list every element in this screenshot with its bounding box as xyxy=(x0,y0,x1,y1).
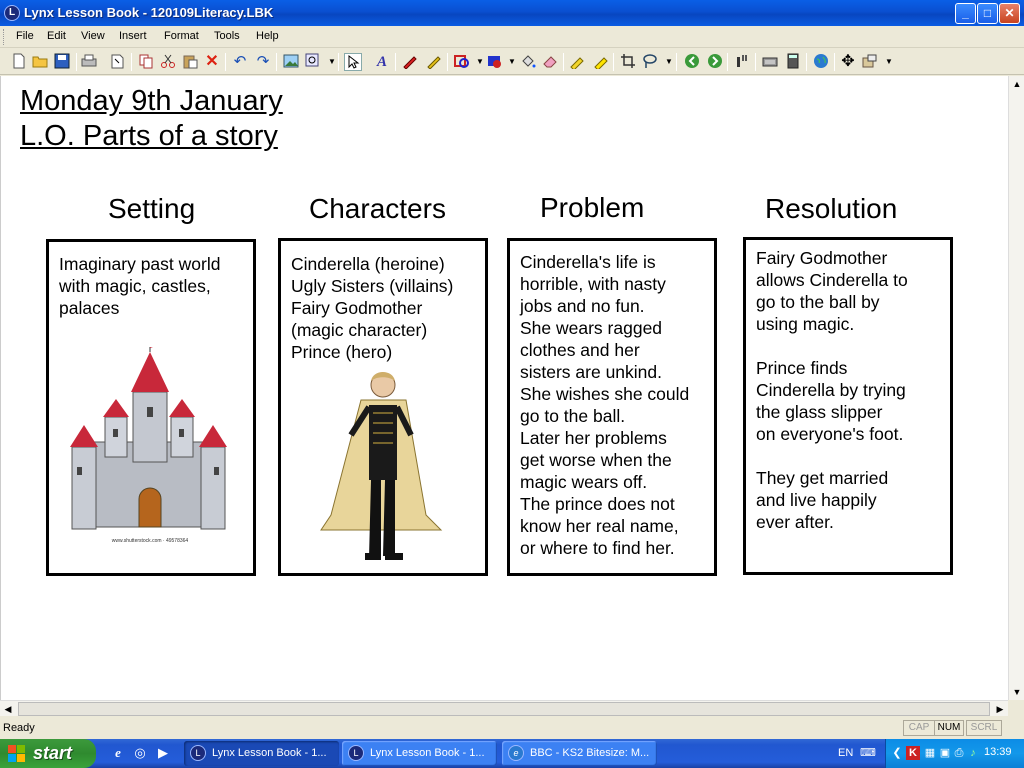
move-icon[interactable]: ✥ xyxy=(841,53,855,70)
objects-icon[interactable] xyxy=(861,53,879,71)
taskbar xyxy=(0,739,1024,768)
task-lynx-lesson-book-2[interactable] xyxy=(342,741,497,766)
ie-task-icon: e xyxy=(508,745,524,761)
problem-heading[interactable]: Problem xyxy=(540,192,645,223)
chevron-left-icon[interactable]: ❮ xyxy=(892,747,902,759)
zoom-icon[interactable] xyxy=(304,53,322,71)
lynx-task-icon: L xyxy=(190,745,206,761)
resolution-heading[interactable]: Resolution xyxy=(765,193,898,224)
copy-icon[interactable] xyxy=(137,53,155,71)
scroll-lock-indicator: SCRL xyxy=(966,720,1002,736)
scroll-down-arrow-icon[interactable]: ▼ xyxy=(1012,687,1022,697)
calculator-icon[interactable] xyxy=(784,53,802,71)
select-pointer-icon[interactable] xyxy=(344,53,362,71)
minimize-button[interactable]: _ xyxy=(955,3,976,24)
task-label: Lynx Lesson Book - 1... xyxy=(370,747,485,759)
toolbar-separator xyxy=(755,53,756,71)
undo-icon[interactable]: ↶ xyxy=(233,53,247,70)
volume-icon[interactable]: ♪ xyxy=(970,747,976,759)
fill-color-icon[interactable] xyxy=(485,53,503,71)
keyboard-tray-icon[interactable]: ⌨ xyxy=(860,747,876,759)
title-bar[interactable] xyxy=(0,0,1024,26)
castle-image[interactable] xyxy=(67,347,233,547)
toolbar-separator xyxy=(338,53,339,71)
printer-tray-icon[interactable]: ⎙ xyxy=(954,747,964,759)
windows-media-icon[interactable]: ▶ xyxy=(158,745,168,760)
window-title: Lynx Lesson Book - 120109Literacy.LBK xyxy=(24,5,274,20)
toolbar-separator xyxy=(395,53,396,71)
caps-lock-indicator: CAP xyxy=(903,720,935,736)
menu-edit[interactable]: Edit xyxy=(47,30,66,42)
characters-box[interactable] xyxy=(278,238,488,576)
characters-text[interactable]: Cinderella (heroine) Ugly Sisters (villains) Fairy Godmother (magic character) Prince (hero) xyxy=(291,254,454,362)
lasso-icon[interactable] xyxy=(640,53,658,71)
back-icon[interactable] xyxy=(683,53,701,71)
save-icon[interactable] xyxy=(53,53,71,71)
paint-bucket-icon[interactable] xyxy=(519,53,537,71)
network-icon[interactable]: ▦ xyxy=(924,747,936,759)
menu-bar xyxy=(0,26,1024,48)
menu-file[interactable]: File xyxy=(16,30,34,42)
scroll-left-arrow-icon[interactable]: ◀ xyxy=(4,704,12,714)
resolution-box[interactable] xyxy=(743,237,953,575)
status-bar xyxy=(0,717,1024,739)
toolbar-separator xyxy=(76,53,77,71)
vertical-scrollbar[interactable] xyxy=(1008,76,1024,700)
image-icon[interactable] xyxy=(282,53,300,71)
start-button[interactable] xyxy=(0,739,96,768)
antivirus-icon[interactable]: K xyxy=(906,746,920,760)
toolbar-separator xyxy=(834,53,835,71)
scroll-right-arrow-icon[interactable]: ▶ xyxy=(996,704,1004,714)
task-label: BBC - KS2 Bitesize: M... xyxy=(530,747,650,759)
num-lock-indicator: NUM xyxy=(934,720,964,736)
ie-icon[interactable]: e xyxy=(115,745,121,760)
chevron-down-icon[interactable]: ▼ xyxy=(476,57,484,66)
new-icon[interactable] xyxy=(10,53,28,71)
paste-icon[interactable] xyxy=(181,53,199,71)
windows-logo-icon xyxy=(8,745,25,762)
toolbar-separator xyxy=(276,53,277,71)
characters-heading[interactable]: Characters xyxy=(309,193,446,224)
keyboard-icon[interactable] xyxy=(761,53,779,71)
toolbar-separator xyxy=(806,53,807,71)
menu-format[interactable]: Format xyxy=(164,30,199,42)
media-player-icon[interactable]: ◎ xyxy=(134,745,146,760)
status-text: Ready xyxy=(3,722,35,734)
setting-text[interactable]: Imaginary past world with magic, castles, palaces xyxy=(59,254,221,318)
scrollbar-corner xyxy=(1008,700,1024,716)
close-button[interactable]: ✕ xyxy=(999,3,1020,24)
globe-icon[interactable] xyxy=(812,53,830,71)
horizontal-scrollbar[interactable] xyxy=(0,700,1008,716)
toolbar xyxy=(0,49,1024,75)
menu-insert[interactable]: Insert xyxy=(119,30,147,42)
menu-grip[interactable] xyxy=(3,29,6,45)
resolution-text[interactable]: Fairy Godmother allows Cinderella to go to the ball by using magic. Prince finds Cinderella by trying the glass slipper on everyone's foot. They get married and live happily ever after. xyxy=(756,248,908,532)
setting-heading[interactable]: Setting xyxy=(108,193,196,224)
redo-icon[interactable]: ↷ xyxy=(256,53,270,70)
scroll-up-arrow-icon[interactable]: ▲ xyxy=(1012,79,1022,89)
toolbar-separator xyxy=(676,53,677,71)
chevron-down-icon[interactable]: ▼ xyxy=(508,57,516,66)
pointer-icon[interactable] xyxy=(733,53,751,71)
cut-icon[interactable] xyxy=(159,53,177,71)
text-tool-icon[interactable]: A xyxy=(376,54,387,70)
print-icon[interactable] xyxy=(80,53,98,71)
new-page-icon[interactable] xyxy=(108,53,126,71)
open-icon[interactable] xyxy=(31,53,49,71)
setting-box[interactable] xyxy=(46,239,256,576)
shape-icon[interactable] xyxy=(453,53,471,71)
learning-objective-heading[interactable]: L.O. Parts of a story xyxy=(20,120,278,152)
highlighter-alt-icon[interactable] xyxy=(592,53,610,71)
prince-image[interactable] xyxy=(311,365,456,565)
language-indicator[interactable]: EN xyxy=(838,747,854,759)
date-heading[interactable]: Monday 9th January xyxy=(20,85,283,117)
menu-tools[interactable]: Tools xyxy=(214,30,240,42)
delete-icon[interactable]: ✕ xyxy=(205,53,219,70)
toolbar-separator xyxy=(727,53,728,71)
menu-help[interactable]: Help xyxy=(256,30,279,42)
problem-text[interactable]: Cinderella's life is horrible, with nasty jobs and no fun. She wears ragged clothes and her sisters are unkind. She wishes she could go to the ball. Later her problems get worse when the magic wears off. The prince does not know her real name, or where to find her. xyxy=(520,252,690,558)
marker-icon[interactable] xyxy=(425,53,443,71)
problem-box[interactable] xyxy=(507,238,717,576)
chevron-down-icon[interactable]: ▼ xyxy=(665,57,673,66)
toolbar-separator xyxy=(447,53,448,71)
task-lynx-lesson-book-1[interactable] xyxy=(184,741,339,766)
forward-icon[interactable] xyxy=(706,53,724,71)
lynx-app-icon[interactable]: L xyxy=(4,5,20,21)
display-icon[interactable]: ▣ xyxy=(939,747,951,759)
horizontal-scroll-thumb[interactable] xyxy=(18,702,990,716)
crop-icon[interactable] xyxy=(619,53,637,71)
system-tray xyxy=(885,739,1024,768)
eraser-icon[interactable] xyxy=(541,53,559,71)
menu-view[interactable]: View xyxy=(81,30,105,42)
toolbar-separator xyxy=(563,53,564,71)
lesson-page[interactable] xyxy=(0,76,1008,700)
toolbar-separator xyxy=(131,53,132,71)
highlighter-icon[interactable] xyxy=(568,53,586,71)
clock[interactable]: 13:39 xyxy=(984,746,1012,758)
maximize-button[interactable]: □ xyxy=(977,3,998,24)
chevron-down-icon[interactable]: ▼ xyxy=(885,57,893,66)
task-bbc-bitesize[interactable] xyxy=(502,741,657,766)
task-label: Lynx Lesson Book - 1... xyxy=(212,747,327,759)
start-label: start xyxy=(33,743,73,763)
toolbar-separator xyxy=(613,53,614,71)
castle-image-caption: www.shutterstock.com · 49578364 xyxy=(111,538,189,544)
chevron-down-icon[interactable]: ▼ xyxy=(328,57,336,66)
lynx-task-icon: L xyxy=(348,745,364,761)
pen-icon[interactable] xyxy=(401,53,419,71)
toolbar-separator xyxy=(225,53,226,71)
